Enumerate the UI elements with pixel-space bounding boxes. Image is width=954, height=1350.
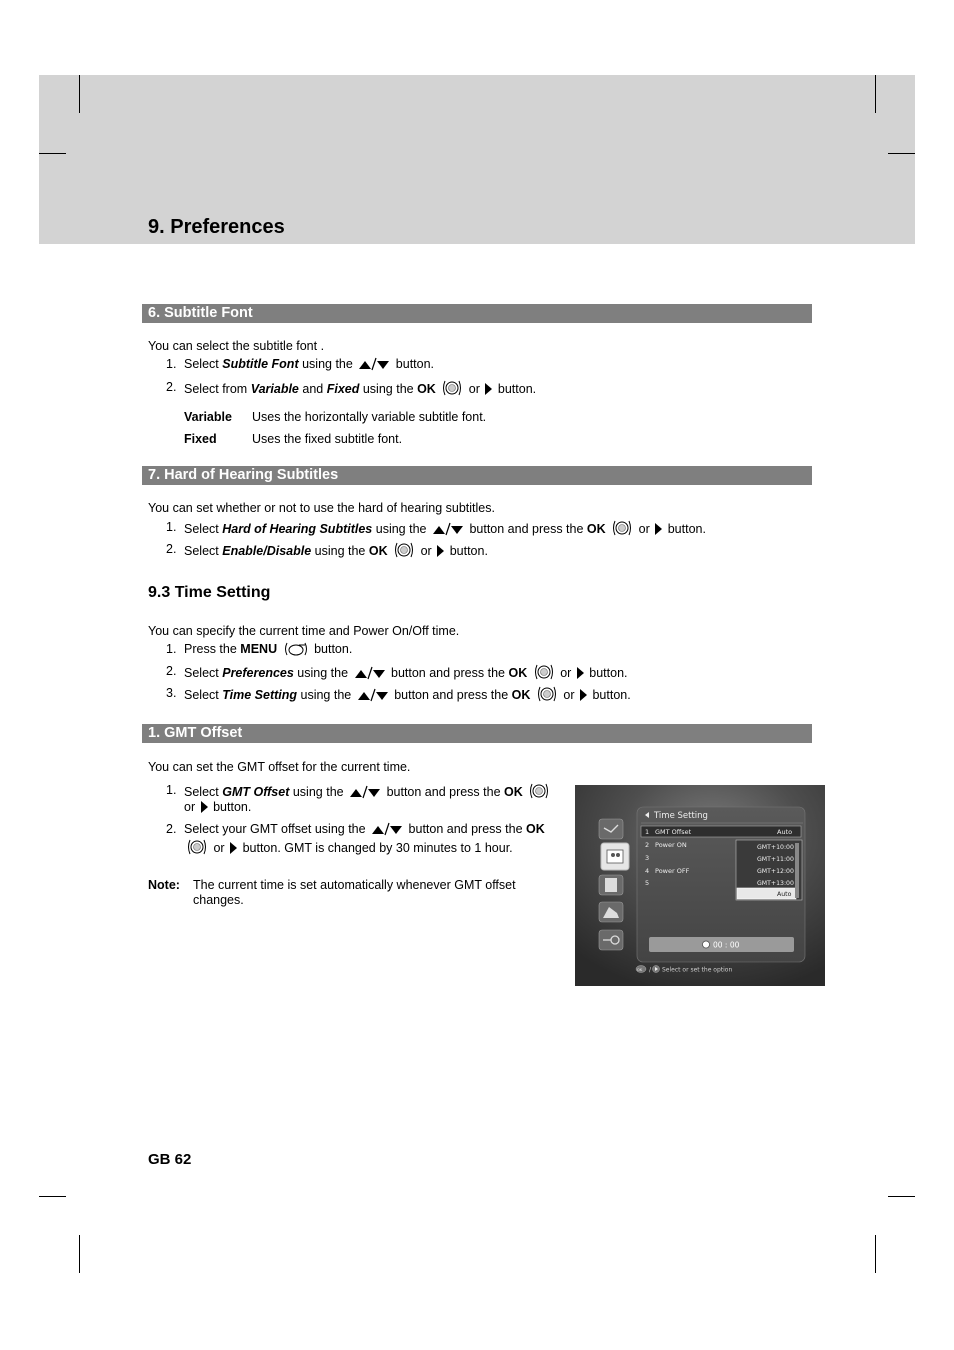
settings-tab-icon xyxy=(599,819,623,839)
ok-button-icon xyxy=(528,782,550,800)
step-text: or xyxy=(184,800,196,814)
step-text: using the xyxy=(362,382,414,396)
up-down-button-icon xyxy=(354,666,386,680)
definition-desc: Uses the horizontally variable subtitle font. xyxy=(252,410,487,424)
note-label: Note: xyxy=(148,878,180,892)
dropdown-scrollbar xyxy=(795,843,799,898)
ok-label: OK xyxy=(511,688,531,702)
ok-button-icon xyxy=(393,541,415,559)
menu-row-number: 4 xyxy=(645,867,650,875)
section-heading-hard-of-hearing: 7. Hard of Hearing Subtitles xyxy=(142,466,812,485)
step-text: button. xyxy=(314,642,353,656)
definition-desc: Uses the fixed subtitle font. xyxy=(252,432,403,446)
section-heading-gmt-offset: 1. GMT Offset xyxy=(142,724,812,743)
step-text: Select xyxy=(184,522,219,536)
step-text: using the xyxy=(314,544,366,558)
step-text: button and press the xyxy=(394,688,509,702)
step-number: 1. xyxy=(166,642,177,656)
step-item: Subtitle Font xyxy=(222,357,299,371)
right-arrow-button-icon xyxy=(576,666,585,680)
definition-term: Fixed xyxy=(184,432,217,446)
clock-time: 00 : 00 xyxy=(713,940,740,950)
crop-mark xyxy=(79,1235,80,1273)
step-item: Preferences xyxy=(222,666,294,680)
step-text: Select xyxy=(184,688,219,702)
menu-row-number: 3 xyxy=(645,854,650,862)
up-down-button-icon xyxy=(432,522,464,536)
step-text: using the xyxy=(297,666,349,680)
ok-label: OK xyxy=(417,382,436,396)
right-arrow-button-icon xyxy=(229,841,238,855)
dropdown-option: GMT+12:00 xyxy=(757,868,794,875)
option-variable: Variable xyxy=(250,382,299,396)
step-item: Enable/Disable xyxy=(222,544,312,558)
step-number: 2. xyxy=(166,542,177,556)
ok-button-icon xyxy=(186,838,208,856)
hint-text: Select or set the option xyxy=(662,966,733,974)
menu-row-number: 5 xyxy=(645,879,650,887)
step-text: and xyxy=(302,382,324,396)
right-arrow-button-icon xyxy=(654,522,663,536)
step-number: 2. xyxy=(166,664,177,678)
menu-row-label: Power OFF xyxy=(655,867,690,875)
crop-mark xyxy=(79,75,80,113)
step-number: 1. xyxy=(166,520,177,534)
dropdown-option: GMT+11:00 xyxy=(757,856,794,863)
subtitle-font-intro: You can select the subtitle font . xyxy=(148,339,325,353)
time-setting-heading: 9.3 Time Setting xyxy=(148,584,271,601)
step-text: button. xyxy=(592,688,631,702)
svg-text:/: / xyxy=(649,966,652,974)
step-number: 3. xyxy=(166,686,177,700)
step-number: 2. xyxy=(166,380,177,394)
dropdown-option: GMT+13:00 xyxy=(757,880,794,887)
crop-mark xyxy=(39,153,66,154)
ok-label: OK xyxy=(504,785,523,799)
step-text: or xyxy=(563,688,575,702)
ok-button-icon xyxy=(441,379,463,397)
clock-icon xyxy=(703,941,710,948)
hard-of-hearing-intro: You can set whether or not to use the hard of hearing subtitles. xyxy=(148,501,495,515)
gmt-offset-intro: You can set the GMT offset for the current time. xyxy=(148,760,411,774)
page-number: GB 62 xyxy=(148,1151,192,1168)
step-text: or xyxy=(560,666,572,680)
ok-button-icon xyxy=(533,663,555,681)
step-text: or xyxy=(638,522,650,536)
step-text: Press the xyxy=(184,642,237,656)
up-down-button-icon xyxy=(358,357,390,371)
note-text-line-2: changes. xyxy=(193,893,244,907)
section-heading-subtitle-font: 6. Subtitle Font xyxy=(142,304,812,323)
step-text: using the xyxy=(302,357,353,371)
dropdown-option-auto: Auto xyxy=(777,891,792,898)
right-arrow-button-icon xyxy=(200,800,209,814)
ok-label: OK xyxy=(526,822,545,836)
step-text: button and press the xyxy=(469,522,584,536)
menu-button-icon xyxy=(283,641,309,657)
step-text: Select xyxy=(184,357,219,371)
note-text-line-1: The current time is set automatically whenever GMT offset xyxy=(193,878,516,892)
up-down-button-icon xyxy=(349,785,381,799)
up-down-button-icon xyxy=(357,688,389,702)
menu-label: MENU xyxy=(240,642,278,656)
right-arrow-button-icon xyxy=(436,544,445,558)
step-text: button. xyxy=(449,544,488,558)
step-text: or xyxy=(213,841,225,855)
step-text: Select from xyxy=(184,382,248,396)
option-fixed: Fixed xyxy=(326,382,360,396)
step-number: 1. xyxy=(166,783,177,797)
ok-button-icon xyxy=(611,519,633,537)
time-setting-screenshot xyxy=(575,785,825,986)
ok-label: OK xyxy=(508,666,528,680)
ok-label: OK xyxy=(586,522,606,536)
step-number: 2. xyxy=(166,822,177,836)
menu-row-number: 2 xyxy=(645,841,650,849)
definition-term: Variable xyxy=(184,410,232,424)
up-down-button-icon xyxy=(371,822,403,836)
step-text: button. xyxy=(667,522,706,536)
right-arrow-button-icon xyxy=(579,688,588,702)
step-text: button. xyxy=(213,800,252,814)
step-text: button. xyxy=(589,666,628,680)
step-text: or xyxy=(468,382,480,396)
step-text: button. GMT is changed by 30 minutes to 1 hour. xyxy=(242,841,513,855)
right-arrow-button-icon xyxy=(484,382,493,396)
step-text: using the xyxy=(375,522,427,536)
crop-mark xyxy=(875,1235,876,1273)
step-item: GMT Offset xyxy=(222,785,290,799)
time-setting-intro: You can specify the current time and Power On/Off time. xyxy=(148,624,460,638)
step-number: 1. xyxy=(166,357,177,371)
ok-label: OK xyxy=(368,544,388,558)
step-text: Select xyxy=(184,666,219,680)
step-text: button. xyxy=(497,382,537,396)
hint-key: OK xyxy=(637,968,643,972)
crop-mark xyxy=(888,153,915,154)
crop-mark xyxy=(888,1196,915,1197)
crop-mark xyxy=(875,75,876,113)
step-text: button and press the xyxy=(391,666,505,680)
menu-row-value: Auto xyxy=(777,828,793,836)
dropdown-option: GMT+10:00 xyxy=(757,844,794,851)
step-text: using the xyxy=(300,688,352,702)
step-item: Hard of Hearing Subtitles xyxy=(222,522,373,536)
menu-row-label: Power ON xyxy=(655,841,687,849)
menu-title: Time Setting xyxy=(654,811,708,821)
step-text: button. xyxy=(395,357,435,371)
clipboard-glyph-icon xyxy=(605,878,617,892)
step-text: Select your GMT offset using the xyxy=(184,822,366,836)
crop-mark xyxy=(39,1196,66,1197)
ok-button-icon xyxy=(536,685,558,703)
step-text: button and press the xyxy=(386,785,501,799)
step-text: Select xyxy=(184,544,219,558)
step-text: Select xyxy=(184,785,219,799)
step-item: Time Setting xyxy=(222,688,298,702)
preferences-glyph-icon xyxy=(607,850,623,863)
step-text: button and press the xyxy=(408,822,523,836)
chapter-title: 9. Preferences xyxy=(148,216,285,238)
step-text: or xyxy=(420,544,432,558)
menu-row-label: GMT Offset xyxy=(655,828,692,836)
menu-row-number: 1 xyxy=(645,828,650,836)
step-text: using the xyxy=(292,785,344,799)
